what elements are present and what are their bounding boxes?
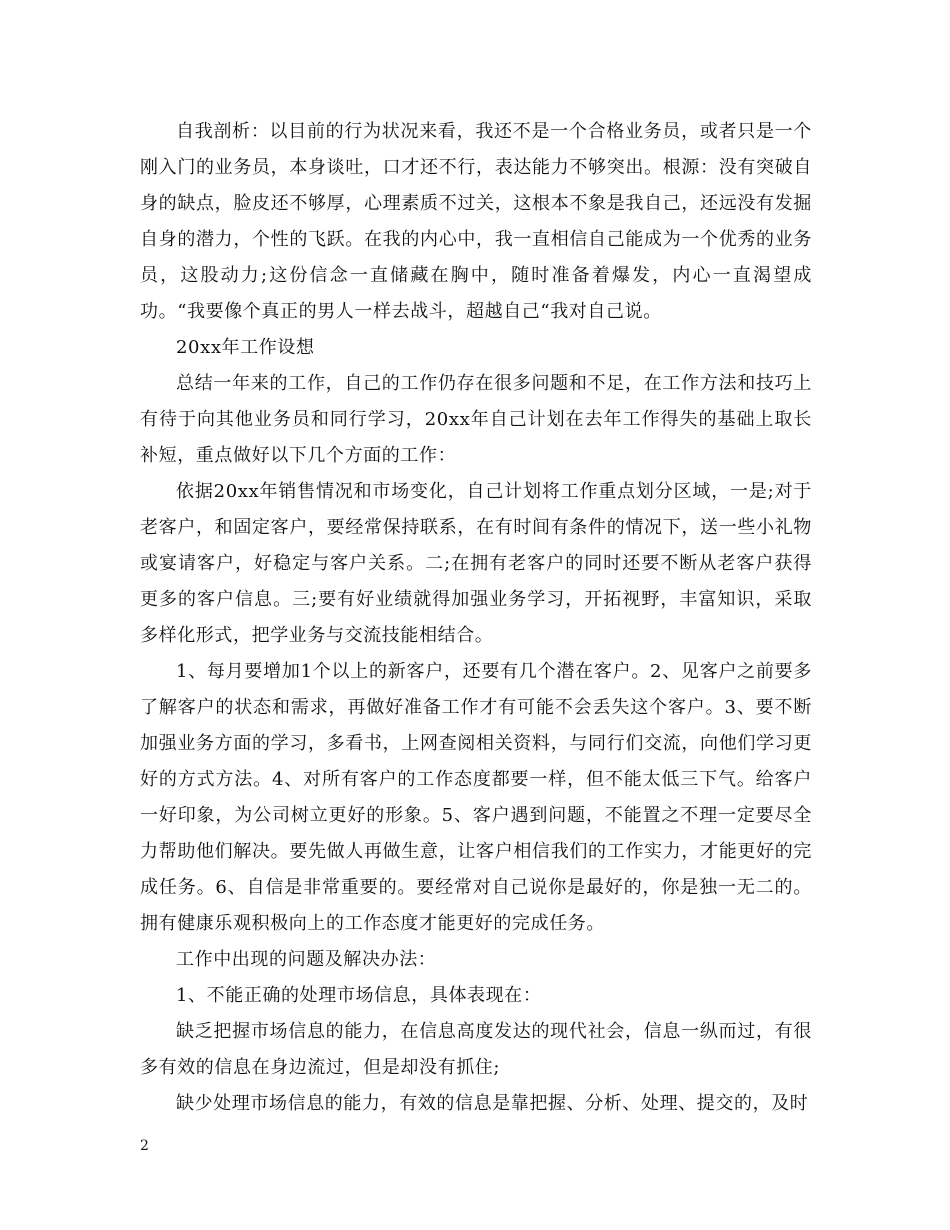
paragraph-heading-problems: 工作中出现的问题及解决办法： [176, 949, 437, 970]
page-number: 2 [140, 1138, 149, 1154]
paragraph-heading-work-plan: 20xx年工作设想 [176, 337, 315, 358]
paragraph-year-summary: 总结一年来的工作，自己的工作仍存在很多问题和不足，在工作方法和技巧上有待于向其他业务员和同行学习，20xx年自己计划在去年工作得失的基础上取长补短，重点做好以下几个方面的工作： [140, 373, 812, 466]
paragraph-numbered-goals: 1、每月要增加1个以上的新客户，还要有几个潜在客户。2、见客户之前要多了解客户的状态和需求，再做好准备工作才有可能不会丢失这个客户。3、要不断加强业务方面的学习，多看书，上网查阅相关资料，与同行们交流，向他们学习更好的方式方法。4、对所有客户的工作态度都要一样，但不能太低三下气。给客户一好印象，为公司树立更好的形象。5、客户遇到问题，不能置之不理一定要尽全力帮助他们解决。要先做人再做生意，让客户相信我们的工作实力，才能更好的完成任务。6、自信是非常重要的。要经常对自己说你是最好的，你是独一无二的。拥有健康乐观积极向上的工作态度才能更好的完成任务。 [140, 661, 812, 934]
document-body [140, 114, 812, 1122]
paragraph-lack-processing: 缺少处理市场信息的能力，有效的信息是靠把握、分析、处理、提交的，及时 [176, 1093, 809, 1114]
paragraph-region-plan: 依据20xx年销售情况和市场变化，自己计划将工作重点划分区域，一是;对于老客户，和固定客户，要经常保持联系，在有时间有条件的情况下，送一些小礼物或宴请客户，好稳定与客户关系。二;在拥有老客户的同时还要不断从老客户获得更多的客户信息。三;要有好业绩就得加强业务学习，开拓视野，丰富知识，采取多样化形式，把学业务与交流技能相结合。 [140, 481, 812, 646]
paragraph-problem-1: 1、不能正确的处理市场信息，具体表现在： [176, 985, 542, 1006]
paragraph-lack-grasp: 缺乏把握市场信息的能力，在信息高度发达的现代社会，信息一纵而过，有很多有效的信息在身边流过，但是却没有抓住; [140, 1021, 812, 1078]
paragraph-self-analysis: 自我剖析：以目前的行为状况来看，我还不是一个合格业务员，或者只是一个刚入门的业务员，本身谈吐，口才还不行，表达能力不够突出。根源：没有突破自身的缺点，脸皮还不够厚，心理素质不过关，这根本不象是我自己，还远没有发掘自身的潜力，个性的飞跃。在我的内心中，我一直相信自己能成为一个优秀的业务员，这股动力;这份信念一直储藏在胸中，随时准备着爆发，内心一直渴望成功。“我要像个真正的男人一样去战斗，超越自己“我对自己说。 [140, 121, 812, 322]
